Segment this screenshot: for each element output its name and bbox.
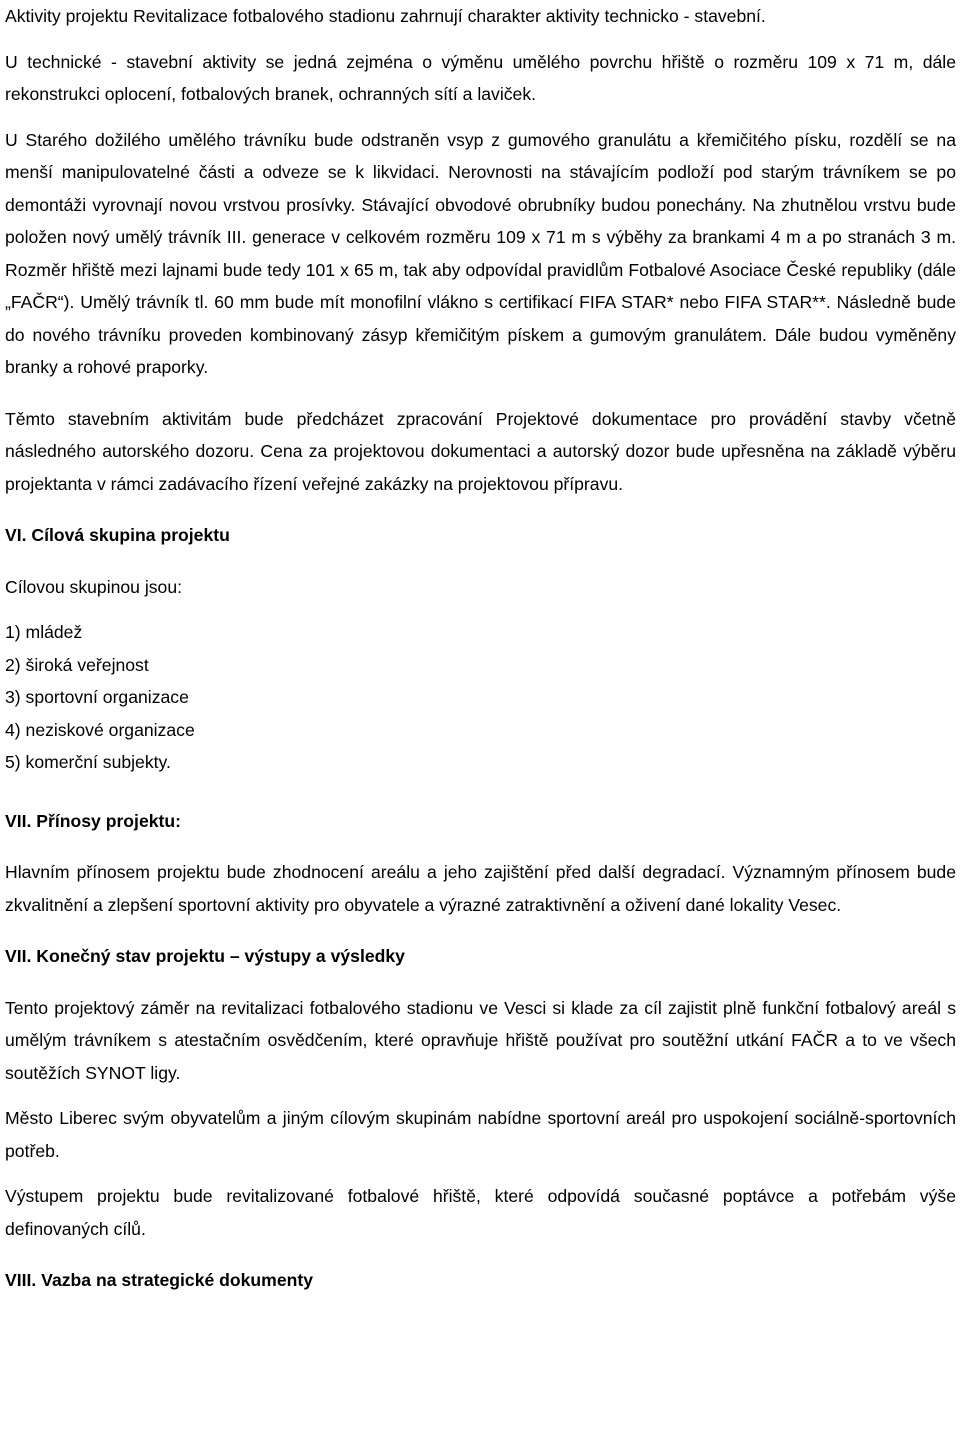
section-heading-benefits: VII. Přínosy projektu: <box>5 810 181 831</box>
paragraph-city-offer: Město Liberec svým obyvatelům a jiným cílovým skupinám nabídne sportovní areál pro uspokojení sociálně-sportovních potřeb. <box>5 1108 956 1161</box>
paragraph-final-state-goal: Tento projektový záměr na revitalizaci fotbalového stadionu ve Vesci si klade za cíl zajistit plně funkční fotbalový areál s umělým trávníkem s atestačním osvědčením, které opravňuje hřiště používat pro soutěžní utkání FAČR a to ve všech soutěžích SYNOT ligy. <box>5 997 956 1083</box>
section-heading-final-state: VII. Konečný stav projektu – výstupy a výsledky <box>5 946 405 966</box>
paragraph-turf-replacement: U Starého dožilého umělého trávníku bude odstraněn vsyp z gumového granulátu a křemičitého písku, rozdělí se na menší manipulovatelné části a odveze se k likvidaci. Nerovnosti na stávajícím podloží pod starým trávníkem se po demontáži vyrovnají novou vrstvou prosívky. Stávající obvodové obrubníky budou ponechány. Na zhutnělou vrstvu bude položen nový umělý trávník III. generace v celkovém rozměru 109 x 71 m s výběhy za brankami 4 m a po stranách 3 m. Rozměr hřiště mezi lajnami bude tedy 101 x 65 m, tak aby odpovídal pravidlům Fotbalové Asociace České republiky (dále „FAČR“). Umělý trávník tl. 60 mm bude mít monofilní vlákno s certifikací FIFA STAR* nebo FIFA STAR**. Následně bude do nového trávníku proveden kombinovaný zásyp křemičitým pískem a gumovým granulátem. Dále budou vyměněny branky a rohové praporky. <box>5 129 956 377</box>
list-item: 2) široká veřejnost <box>5 654 149 675</box>
paragraph-technical-activities: U technické - stavební aktivity se jedná zejména o výměnu umělého povrchu hřiště o rozměru 109 x 71 m, dále rekonstrukci oplocení, fotbalových branek, ochranných sítí a laviček. <box>5 51 956 104</box>
section-heading-target-group: VI. Cílová skupina projektu <box>5 525 230 545</box>
list-item: 3) sportovní organizace <box>5 687 189 707</box>
list-item: 1) mládež <box>5 622 83 642</box>
document-page <box>5 0 956 1297</box>
section-heading-strategic-documents: VIII. Vazba na strategické dokumenty <box>5 1270 314 1290</box>
paragraph-project-output: Výstupem projektu bude revitalizované fotbalové hřiště, které odpovídá současné poptávce a potřebám výše definovaných cílů. <box>5 1186 956 1239</box>
paragraph-activities-intro: Aktivity projektu Revitalizace fotbalového stadionu zahrnují charakter aktivity technicko - stavební. <box>5 6 766 26</box>
paragraph-project-documentation: Těmto stavebním aktivitám bude předcházet zpracování Projektové dokumentace pro provádění stavby včetně následného autorského dozoru. Cena za projektovou dokumentaci a autorský dozor bude upřesněna na základě výběru projektanta v rámci zadávacího řízení veřejné zakázky na projektovou přípravu. <box>5 408 956 494</box>
target-group-list <box>5 616 956 779</box>
list-item: 4) neziskové organizace <box>5 719 195 740</box>
list-item: 5) komerční subjekty. <box>5 752 171 772</box>
target-group-intro: Cílovou skupinou jsou: <box>5 576 183 597</box>
paragraph-benefits: Hlavním přínosem projektu bude zhodnocení areálu a jeho zajištění před další degradací. Významným přínosem bude zkvalitnění a zlepšení sportovní aktivity pro obyvatele a výrazné zatraktivnění a oživení dané lokality Vesec. <box>5 862 956 915</box>
